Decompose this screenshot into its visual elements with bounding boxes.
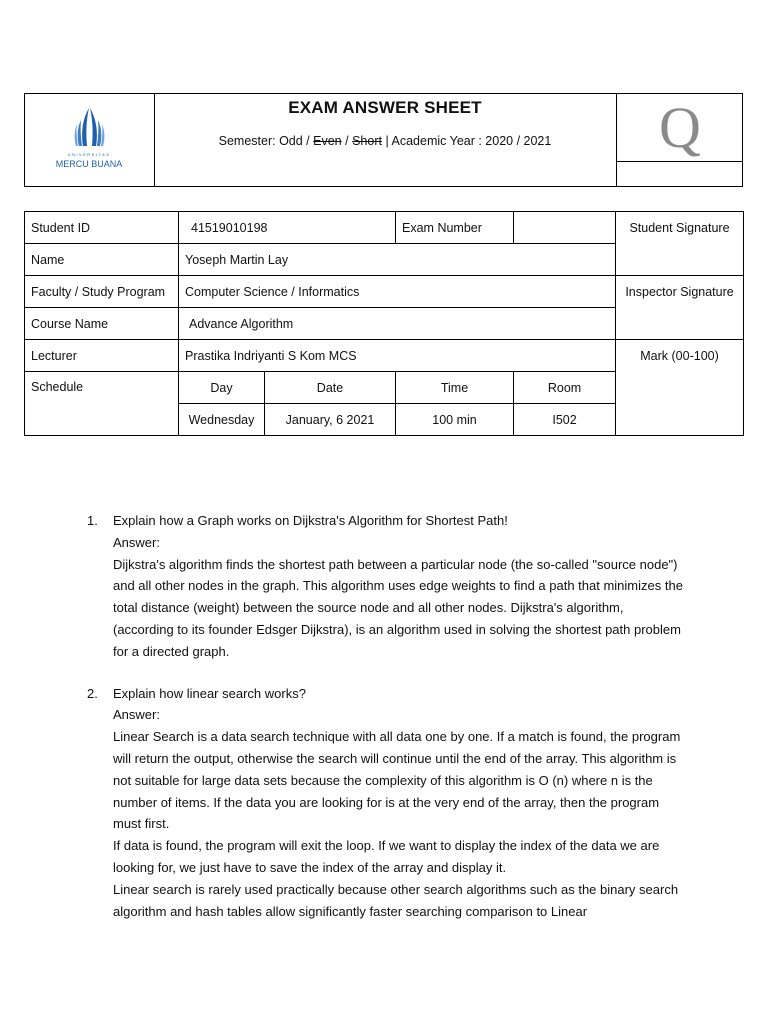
- answer-paragraph: Dijkstra's algorithm finds the shortest path between a particular node (the so-called "source node") and all other nodes in the graph. This algorithm uses edge weights to find a path that minimizes the total distance (weight) between the source node and all other nodes. Dijkstra's algorithm, (according to its founder Edsger Dijkstra), is an algorithm used in solving the shortest path problem for a directed graph.: [113, 556, 683, 659]
- schedule-label: Schedule: [25, 372, 179, 436]
- question-text: Explain how linear search works?: [113, 685, 306, 701]
- answer-label: Answer:: [113, 534, 160, 550]
- header-table: [24, 93, 743, 187]
- student-id-value: 41519010198: [179, 212, 396, 244]
- answer-paragraph: If data is found, the program will exit the loop. If we want to display the index of the data we are looking for, we just have to save the index of the array and display it.: [113, 838, 660, 875]
- exam-title: EXAM ANSWER SHEET: [288, 98, 482, 117]
- university-logo: [25, 94, 154, 186]
- semester-short: Short: [352, 134, 382, 148]
- lecturer-value: Prastika Indriyanti S Kom MCS: [179, 340, 616, 372]
- academic-year: | Academic Year : 2020 / 2021: [385, 134, 552, 148]
- logo-cell: [25, 94, 155, 186]
- name-value: Yoseph Martin Lay: [179, 244, 616, 276]
- exam-number-label: Exam Number: [396, 212, 514, 244]
- semester-separator: /: [345, 134, 349, 148]
- question-text: Explain how a Graph works on Dijkstra's Algorithm for Shortest Path!: [113, 513, 508, 528]
- lecturer-label: Lecturer: [25, 340, 179, 372]
- question-item: [87, 683, 687, 923]
- questions-list: [87, 510, 687, 942]
- room-header: Room: [514, 372, 616, 404]
- logo-name-text: MERCU BUANA: [55, 159, 123, 169]
- course-label: Course Name: [25, 308, 179, 340]
- student-info-table: [24, 211, 744, 436]
- room-value: I502: [514, 404, 616, 436]
- day-value: Wednesday: [179, 404, 265, 436]
- date-value: January, 6 2021: [265, 404, 396, 436]
- faculty-value: Computer Science / Informatics: [179, 276, 616, 308]
- title-cell: [154, 94, 616, 186]
- date-header: Date: [265, 372, 396, 404]
- q-mark: Q: [659, 95, 701, 160]
- faculty-label: Faculty / Study Program: [25, 276, 179, 308]
- semester-line: [154, 134, 616, 148]
- student-id-label: Student ID: [25, 212, 179, 244]
- q-mark-box: [617, 94, 743, 162]
- student-signature-cell: Student Signature: [616, 212, 744, 276]
- question-number: 1.: [87, 513, 98, 528]
- question-number: 2.: [87, 685, 98, 701]
- question-item: [87, 510, 687, 663]
- answer-label: Answer:: [113, 707, 160, 723]
- semester-even: Even: [313, 134, 342, 148]
- answer-paragraph: Linear Search is a data search technique with all data one by one. If a match is found, the program will return the output, otherwise the search will continue until the end of the array. This algorithm is not suitable for large data sets because the complexity of this algorithm is O (n) where n is the number of items. If the data you are looking for is at the very end of the array, then the program must first.: [113, 729, 681, 832]
- exam-number-value: [514, 212, 616, 244]
- answer-paragraph: Linear search is rarely used practically because other search algorithms such as the binary search algorithm and hash tables allow significantly faster searching comparison to Linear: [113, 881, 679, 919]
- time-header: Time: [396, 372, 514, 404]
- course-value: Advance Algorithm: [179, 308, 616, 340]
- mark-cell: Mark (00-100): [616, 340, 744, 436]
- inspector-signature-cell: Inspector Signature: [616, 276, 744, 340]
- time-value: 100 min: [396, 404, 514, 436]
- name-label: Name: [25, 244, 179, 276]
- semester-label: Semester: Odd /: [218, 134, 310, 148]
- logo-small-text: UNIVERSITAS: [67, 152, 111, 157]
- day-header: Day: [179, 372, 265, 404]
- q-cell: [616, 94, 743, 186]
